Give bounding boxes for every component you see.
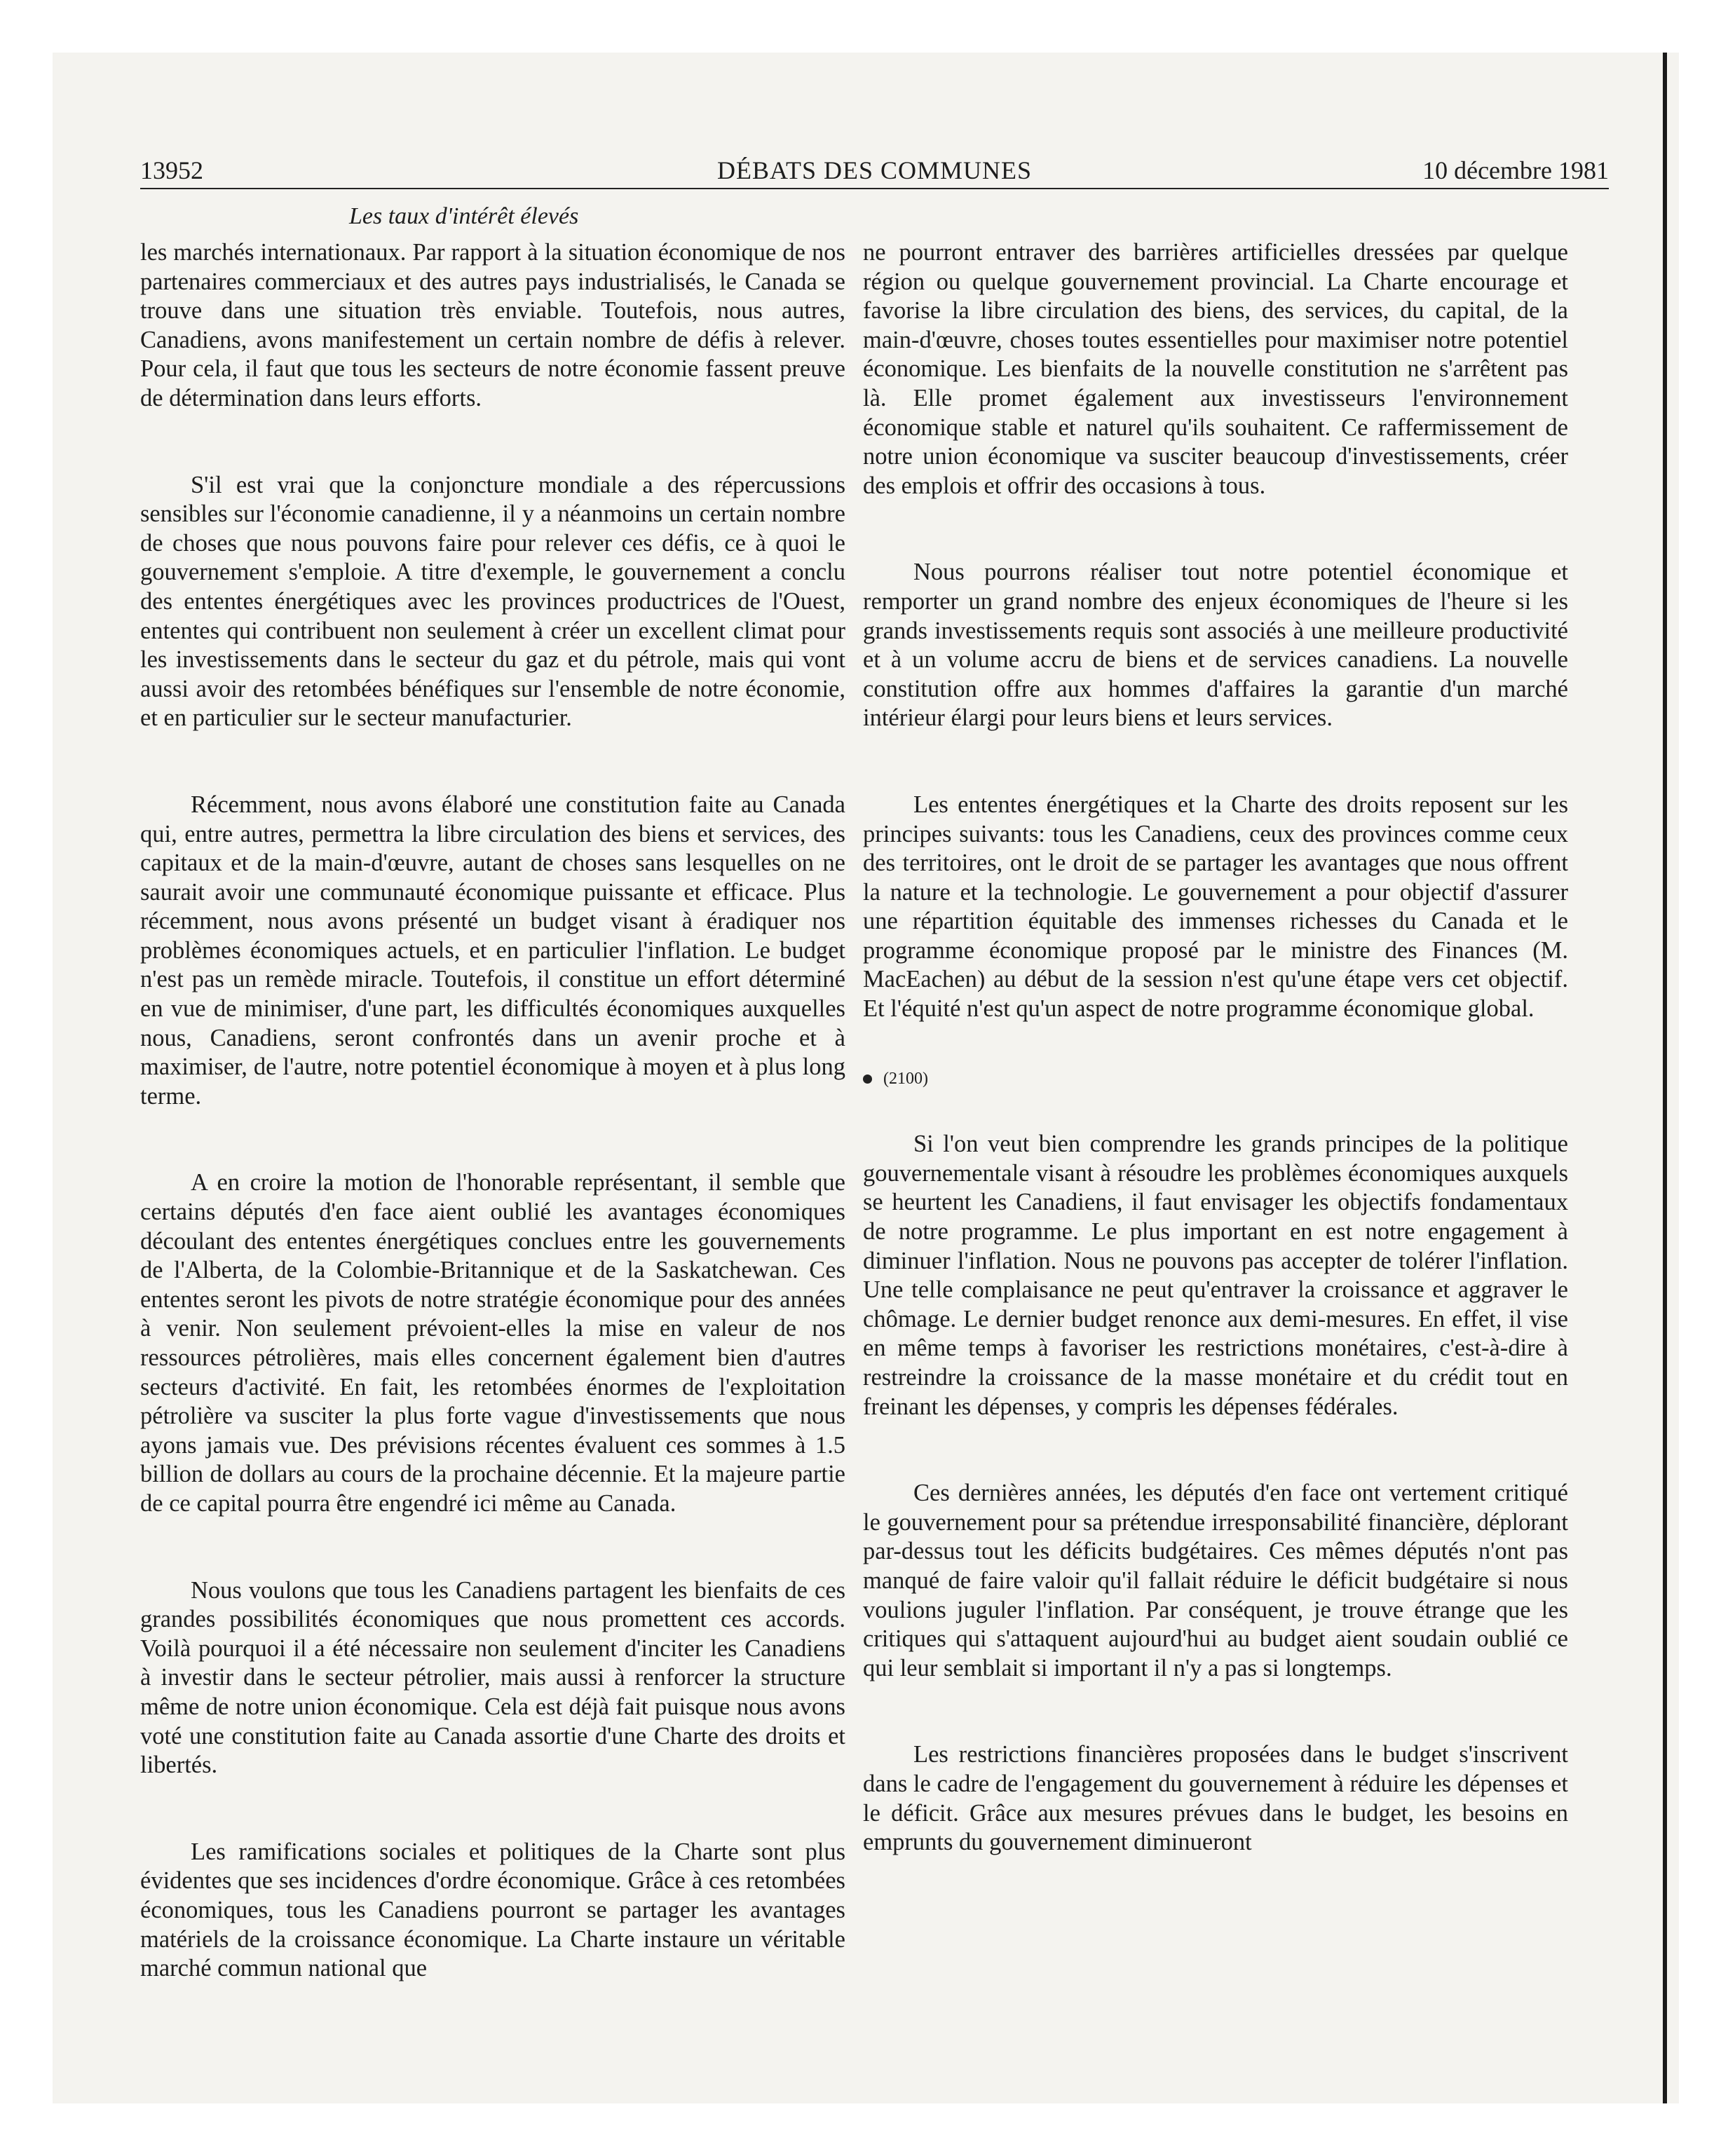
- page-header: [140, 156, 1609, 191]
- paragraph: Les ramifications sociales et politiques de la Charte sont plus évidentes que ses incidences d'ordre économique. Grâce à ces retombées économiques, tous les Canadiens pourront se partager les avantages matériels de la croissance économique. La Charte instaure un véritable marché commun national que: [140, 1838, 845, 1982]
- page-edge-shadow: [1663, 53, 1667, 2103]
- paragraph: Nous voulons que tous les Canadiens partagent les bienfaits de ces grandes possibilités économiques que nous promettent ces accords. Voilà pourquoi il a été nécessaire non seulement d'inciter les Canadiens à investir dans le secteur pétrolier, mais aussi à renforcer la structure même de notre union économique. Cela est déjà fait puisque nous avons voté une constitution faite au Canada assortie d'une Charte des droits et libertés.: [140, 1576, 845, 1779]
- paragraph: S'il est vrai que la conjoncture mondiale a des répercussions sensibles sur l'économie canadienne, il y a néanmoins un certain nombre de choses que nous pouvons faire pour relever ces défis, ce à quoi le gouvernement s'emploie. A titre d'exemple, le gouvernement a conclu des ententes énergétiques avec les provinces productrices de l'Ouest, ententes qui contribuent non seulement à créer un excellent climat pour les investissements dans le secteur du gaz et du pétrole, mais qui vont aussi avoir des retombées bénéfiques sur l'ensemble de notre économie, et en particulier sur le secteur manufacturier.: [140, 471, 845, 732]
- page-number: 13952: [140, 156, 203, 184]
- section-title: Les taux d'intérêt élevés: [349, 203, 579, 229]
- right-column: [863, 238, 1568, 1915]
- paragraph: A en croire la motion de l'honorable représentant, il semble que certains députés d'en face aient oublié les avantages économiques découlant des ententes énergétiques conclues entre les gouvernements de l'Alberta, de la Colombie-Britannique et de la Saskatchewan. Ces ententes seront les pivots de notre stratégie économique pour des années à venir. Non seulement prévoient-elles la mise en valeur de nos ressources pétrolières, mais elles concernent également bien d'autres secteurs d'activité. En fait, les retombées énormes de l'exploitation pétrolière va susciter la plus forte vague d'investissements que nous ayons jamais vue. Des prévisions récentes évaluent ces sommes à 1.5 billion de dollars au cours de la prochaine décennie. Et la majeure partie de ce capital pourra être engendré ici même au Canada.: [140, 1169, 845, 1517]
- paragraph: Les restrictions financières proposées dans le budget s'inscrivent dans le cadre de l'engagement du gouvernement à réduire les dépenses et le déficit. Grâce aux mesures prévues dans le budget, les besoins en emprunts du gouvernement diminueront: [863, 1741, 1568, 1856]
- paragraph: ne pourront entraver des barrières artificielles dressées par quelque région ou quelque gouvernement provincial. La Charte encourage et favorise la libre circulation des biens, des services, du capital, de la main-d'œuvre, choses toutes essentielles pour maximiser notre potentiel économique. Les bienfaits de la nouvelle constitution ne s'arrêtent pas là. Elle promet également aux investisseurs l'environnement économique stable et naturel qu'ils souhaitent. Ce raffermissement de notre union économique va susciter beaucoup d'investissements, créer des emplois et offrir des occasions à tous.: [863, 239, 1568, 499]
- publication-title: DÉBATS DES COMMUNES: [716, 156, 1033, 184]
- paragraph: Les ententes énergétiques et la Charte des droits reposent sur les principes suivants: tous les Canadiens, ceux des provinces comme ceux des territoires, ont le droit de se partager les avantages que nous offrent la nature et la technologie. Le gouvernement a pour objectif d'assurer une répartition équitable des immenses richesses du Canada et le programme économique proposé par le ministre des Finances (M. MacEachen) au début de la session n'est qu'une étape vers cet objectif. Et l'équité n'est qu'un aspect de notre programme économique global.: [863, 791, 1568, 1023]
- paragraph: Si l'on veut bien comprendre les grands principes de la politique gouvernementale visant à résoudre les problèmes économiques auxquels se heurtent les Canadiens, il faut envisager les objectifs fondamentaux de notre programme. Le plus important en est notre engagement à diminuer l'inflation. Nous ne pouvons pas accepter de tolérer l'inflation. Une telle complaisance ne peut qu'entraver la croissance et aggraver le chômage. Le dernier budget renonce aux demi-mesures. En effet, il vise en même temps à favoriser les restrictions monétaires, c'est-à-dire à restreindre la croissance de la masse monétaire et du crédit tout en freinant les dépenses, y compris les dépenses fédérales.: [863, 1131, 1568, 1420]
- paragraph: Récemment, nous avons élaboré une constitution faite au Canada qui, entre autres, permettra la libre circulation des biens et services, des capitaux et de la main-d'œuvre, autant de choses sans lesquelles on ne saurait avoir une communauté économique puissante et efficace. Plus récemment, nous avons présenté un budget visant à éradiquer nos problèmes économiques actuels, et en particulier l'inflation. Le budget n'est pas un remède miracle. Toutefois, il constitue un effort déterminé en vue de minimiser, d'une part, les difficultés économiques auxquelles nous, Canadiens, seront confrontés dans un avenir proche et à maximiser, de l'autre, notre potentiel économique à moyen et à plus long terme.: [140, 791, 845, 1110]
- header-rule: [140, 188, 1609, 189]
- paragraph: Nous pourrons réaliser tout notre potentiel économique et remporter un grand nombre des enjeux économiques de l'heure si les grands investissements requis sont associés à une meilleure productivité et à un volume accru de biens et de services canadiens. La nouvelle constitution offre aux hommes d'affaires la garantie d'un marché intérieur élargi pour leurs biens et leurs services.: [863, 559, 1568, 732]
- page-date: 10 décembre 1981: [1422, 156, 1609, 184]
- time-marker-label: (2100): [883, 1069, 928, 1088]
- paragraph: les marchés internationaux. Par rapport à la situation économique de nos partenaires commerciaux et des autres pays industrialisés, le Canada se trouve dans une situation très enviable. Toutefois, nous autres, Canadiens, avons manifestement un certain nombre de défis à relever. Pour cela, il faut que tous les secteurs de notre économie fassent preuve de détermination dans leurs efforts.: [140, 239, 845, 411]
- paragraph: Ces dernières années, les députés d'en face ont vertement critiqué le gouvernement pour sa prétendue irresponsabilité financière, déplorant par-dessus tout les déficits budgétaires. Ces mêmes députés n'ont pas manqué de faire valoir qu'il fallait réduire le déficit budgétaire si nous voulions juguler l'inflation. Par conséquent, je trouve étrange que les critiques qui s'attaquent aujourd'hui au budget aient soudain oublié ce qui leur semblait si important il n'y a pas si longtemps.: [863, 1480, 1568, 1681]
- left-column: [140, 238, 845, 2041]
- bullet-icon: [863, 1074, 872, 1084]
- time-marker: [863, 1065, 1568, 1094]
